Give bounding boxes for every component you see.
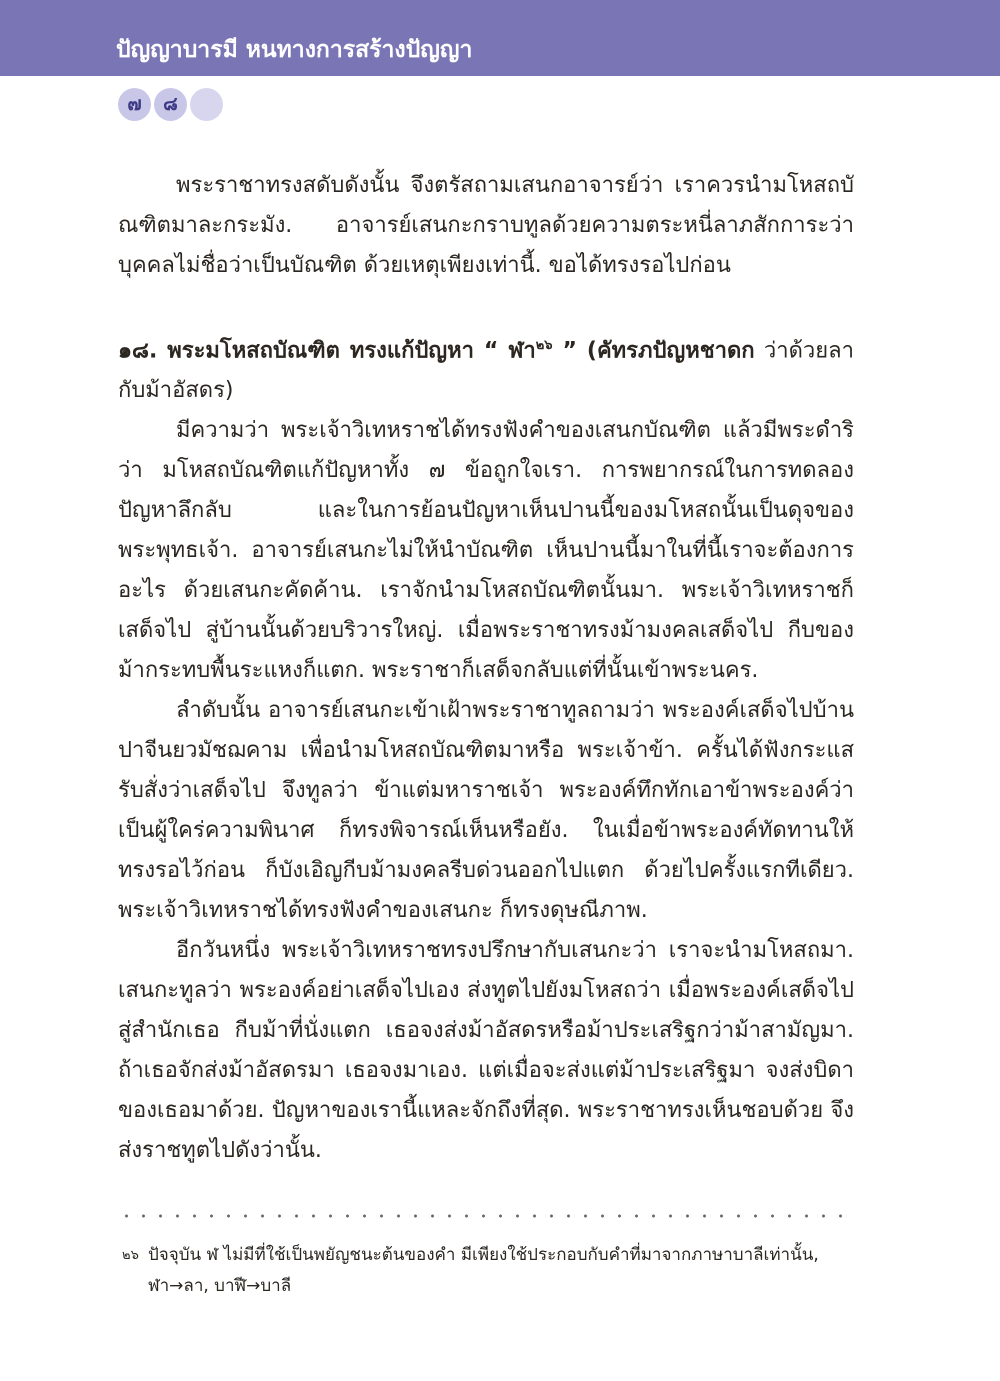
section-heading-title: ๑๘. พระมโหสถบัณฑิต ทรงแก้ปัญหา “ ฬา <box>118 338 536 364</box>
paragraph-gap <box>118 286 854 326</box>
section-heading-jataka: ” (คัทรภปัญหชาดก <box>552 338 755 364</box>
page-digit-2: ๘ <box>154 88 187 121</box>
footnote-text: ปัจจุบัน ฬ ไม่มีที่ใช้เป็นพยัญชนะต้นของคำ มีเพียงใช้ประกอบกับคำที่มาจากภาษาบาลีเท่านั้น, ฬา→ลา, บาฬี→บาลี <box>148 1245 819 1296</box>
body-paragraph-2: ลำดับนั้น อาจารย์เสนกะเข้าเฝ้าพระราชาทูลถามว่า พระองค์เสด็จไปบ้านปาจีนยวมัชฌคาม เพื่อนำมโหสถบัณฑิตมาหรือ พระเจ้าข้า. ครั้นได้ฟังกระแสรับสั่งว่าเสด็จไป จึงทูลว่า ข้าแต่มหาราชเจ้า พระองค์ทึกทักเอาข้าพระองค์ว่า เป็นผู้ใคร่ความพินาศ ก็ทรงพิจารณ์เห็นหรือยัง. ในเมื่อข้าพระองค์ทัดทานให้ทรงรอไว้ก่อน ก็บังเอิญกีบม้ามงคลรีบด่วนออกไปแตก ด้วยไปครั้งแรกทีเดียว. พระเจ้าวิเทหราชได้ทรงฟังคำของเสนกะ ก็ทรงดุษณีภาพ. <box>118 698 854 924</box>
body-paragraph-3: อีกวันหนึ่ง พระเจ้าวิเทหราชทรงปรึกษากับเสนกะว่า เราจะนำมโหสถมา. เสนกะทูลว่า พระองค์อย่าเสด็จไปเอง ส่งทูตไปยังมโหสถว่า เมื่อพระองค์เสด็จไปสู่สำนักเธอ กีบม้าที่นั่งแตก เธอจงส่งม้าอัสดรหรือม้าประเสริฐกว่าม้าสามัญมา. ถ้าเธอจักส่งม้าอัสดรมา เธอจงมาเอง. แต่เมื่อจะส่งแต่ม้าประเสริฐมา จงส่งบิดาของเธอมาด้วย. ปัญหาของเรานี้แหละจักถึงที่สุด. พระราชาทรงเห็นชอบด้วย จึงส่งราชทูตไปดังว่านั้น. <box>118 938 854 1164</box>
footnote-divider <box>118 1214 854 1218</box>
page-digit-1: ๗ <box>118 88 151 121</box>
page-number-ornament <box>190 88 223 121</box>
footnote-mark: ๒๖ <box>122 1248 139 1263</box>
section-heading-subtitle: ว่าด้วยลากับม้าอัสดร) <box>118 338 854 404</box>
intro-paragraph: พระราชาทรงสดับดังนั้น จึงตรัสถามเสนกอาจารย์ว่า เราควรนำมโหสถบัณฑิตมาละกระมัง. อาจารย์เสนกะกราบทูลด้วยความตระหนี่ลาภสักการะว่า บุคคลไม่ชื่อว่าเป็นบัณฑิต ด้วยเหตุเพียงเท่านี้. ขอได้ทรงรอไปก่อน <box>118 173 854 278</box>
page-number <box>118 88 228 122</box>
page-content <box>118 166 854 1171</box>
body-paragraph-1: มีความว่า พระเจ้าวิเทหราชได้ทรงฟังคำของเสนกบัณฑิต แล้วมีพระดำริว่า มโหสถบัณฑิตแก้ปัญหาทั้ง ๗ ข้อถูกใจเรา. การพยากรณ์ในการทดลองปัญหาลึกลับ และในการย้อนปัญหาเห็นปานนี้ของมโหสถนั้นเป็นดุจของพระพุทธเจ้า. อาจารย์เสนกะไม่ให้นำบัณฑิต เห็นปานนี้มาในที่นี้เราจะต้องการอะไร ด้วยเสนกะคัดค้าน. เราจักนำมโหสถบัณฑิตนั้นมา. พระเจ้าวิเทหราชก็เสด็จไป สู่บ้านนั้นด้วยบริวารใหญ่. เมื่อพระราชาทรงม้ามงคลเสด็จไป กีบของม้ากระทบพื้นระแหงก็แตก. พระราชาก็เสด็จกลับแต่ที่นั้นเข้าพระนคร. <box>118 418 854 684</box>
book-title: ปัญญาบารมี หนทางการสร้างปัญญา <box>116 37 473 63</box>
header-band <box>0 0 1000 76</box>
footnote <box>118 1240 854 1302</box>
section-heading <box>118 326 854 411</box>
footnote-reference[interactable]: ๒๖ <box>535 338 553 353</box>
